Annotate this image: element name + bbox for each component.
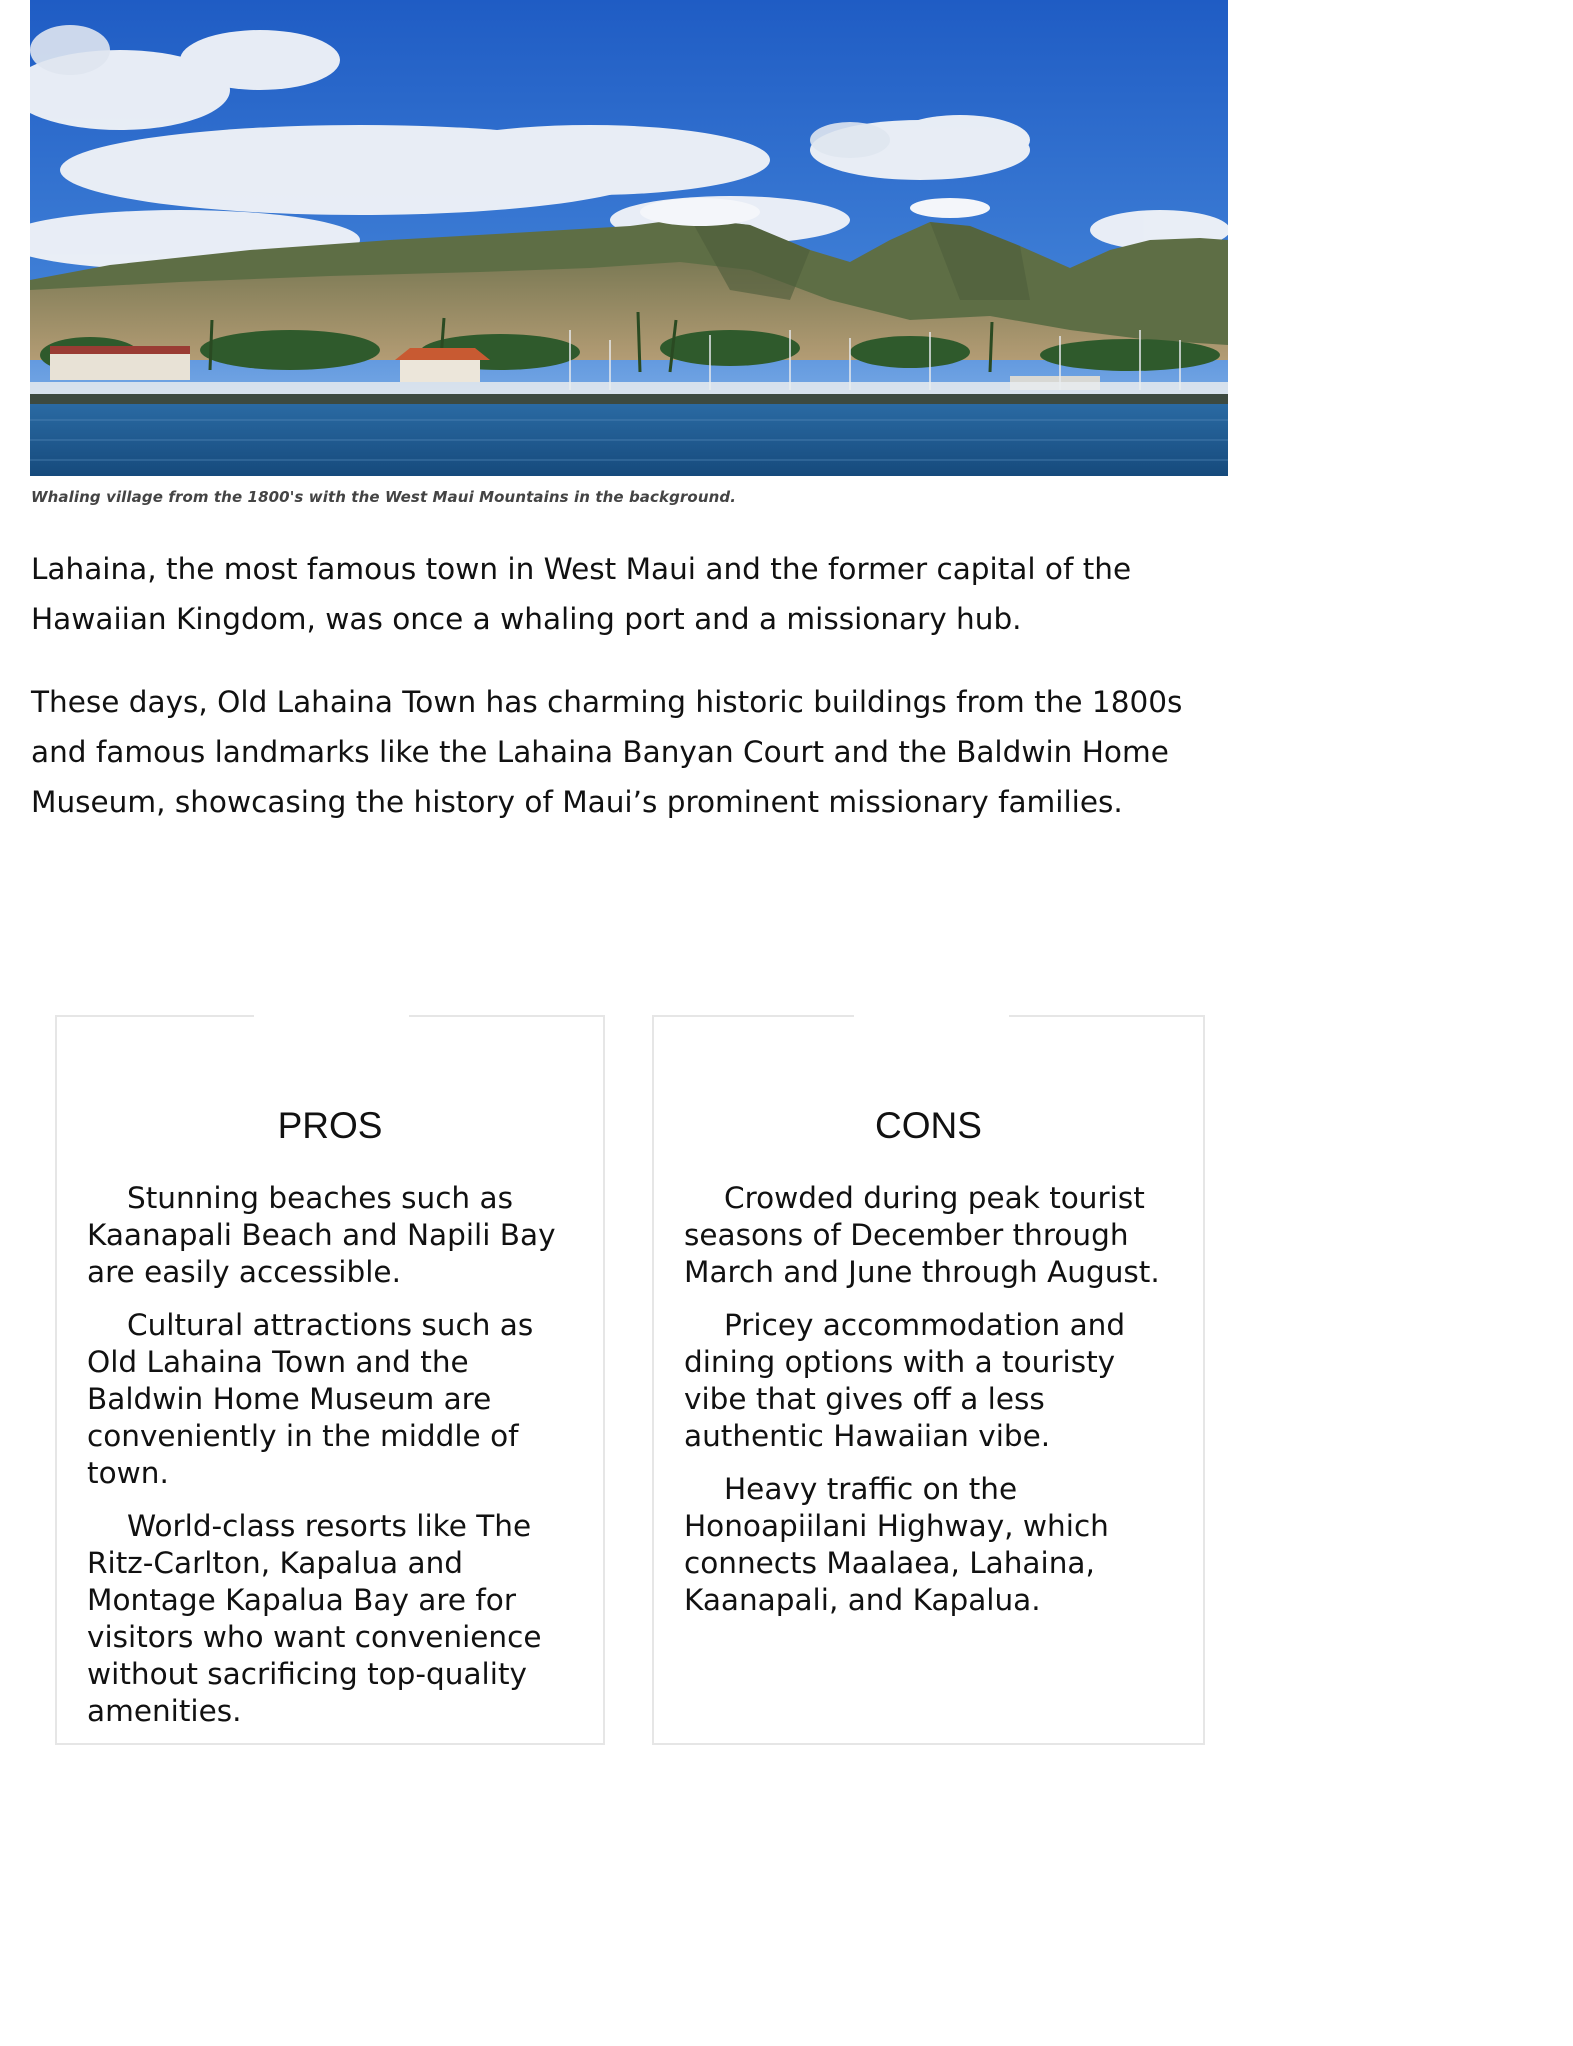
cons-item: Heavy traffic on the Honoapiilani Highway, which connects Maalaea, Lahaina, Kaanapali, and Kapalua.	[684, 1472, 1109, 1617]
pros-item: World-class resorts like The Ritz-Carlton, Kapalua and Montage Kapalua Bay are for visitors who want convenience without sacrificing top-quality amenities.	[87, 1509, 542, 1728]
pros-item: Cultural attractions such as Old Lahaina Town and the Baldwin Home Museum are conveniently in the middle of town.	[87, 1308, 534, 1490]
cons-card	[652, 1015, 1205, 1745]
cons-item: Pricey accommodation and dining options with a touristy vibe that gives off a less authentic Hawaiian vibe.	[684, 1308, 1126, 1453]
card-notch	[254, 1014, 409, 1020]
cons-item: Crowded during peak tourist seasons of December through March and June through August.	[684, 1181, 1160, 1289]
pros-list	[87, 1180, 581, 1746]
pros-card	[55, 1015, 605, 1745]
history-paragraph: These days, Old Lahaina Town has charming historic buildings from the 1800s and famous landmarks like the Lahaina Banyan Court and the Baldwin Home Museum, showcasing the history of Maui’s prominent missionary families.	[31, 685, 1183, 819]
cons-list	[684, 1180, 1181, 1635]
photo-caption: Whaling village from the 1800's with the West Maui Mountains in the background.	[31, 488, 737, 506]
intro-paragraph: Lahaina, the most famous town in West Maui and the former capital of the Hawaiian Kingdom, was once a whaling port and a missionary hub.	[31, 552, 1132, 636]
card-notch	[854, 1014, 1009, 1020]
pros-title: PROS	[277, 1105, 383, 1146]
cons-title: CONS	[875, 1105, 982, 1146]
pros-item: Stunning beaches such as Kaanapali Beach and Napili Bay are easily accessible.	[87, 1181, 556, 1289]
harbor-photo	[30, 0, 1228, 476]
